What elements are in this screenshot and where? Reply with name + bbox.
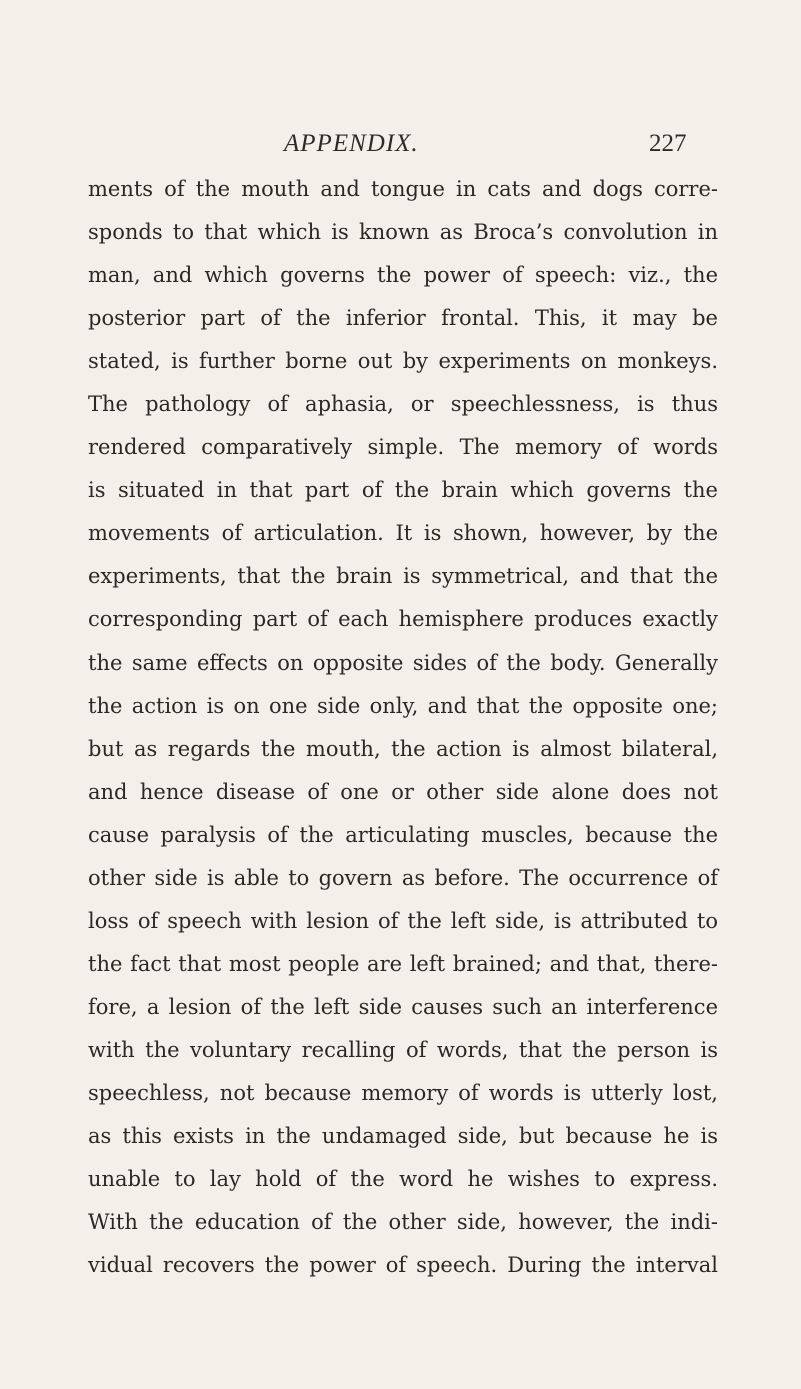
text-line: the fact that most people are left brained; and that, there- xyxy=(88,951,718,976)
text-line: posterior part of the inferior frontal. This, it may be xyxy=(88,306,718,331)
text-line: cause paralysis of the articulating muscles, because the xyxy=(88,822,718,847)
text-line: With the education of the other side, however, the indi- xyxy=(88,1210,718,1235)
text-line: the action is on one side only, and that the opposite one; xyxy=(88,693,718,718)
running-head xyxy=(0,130,801,160)
text-line: experiments, that the brain is symmetrical, and that the xyxy=(88,564,718,589)
text-line: loss of speech with lesion of the left side, is attributed to xyxy=(88,908,718,933)
text-line: stated, is further borne out by experiments on monkeys. xyxy=(88,349,718,374)
running-title: APPENDIX. xyxy=(284,130,419,157)
text-line: The pathology of aphasia, or speechlessness, is thus xyxy=(88,392,718,417)
text-line: man, and which governs the power of speech: viz., the xyxy=(88,263,718,288)
text-line: ments of the mouth and tongue in cats and dogs corre- xyxy=(88,177,718,201)
text-line: is situated in that part of the brain which governs the xyxy=(88,478,718,503)
text-line: speechless, not because memory of words is utterly lost, xyxy=(88,1080,718,1105)
text-line: but as regards the mouth, the action is almost bilateral, xyxy=(88,736,718,761)
text-line: corresponding part of each hemisphere produces exactly xyxy=(88,607,718,632)
text-line: as this exists in the undamaged side, but because he is xyxy=(88,1124,718,1149)
text-line: fore, a lesion of the left side causes such an interference xyxy=(88,994,718,1019)
page-number: 227 xyxy=(649,130,687,157)
body-text xyxy=(88,168,718,1287)
text-line: other side is able to govern as before. The occurrence of xyxy=(88,865,718,890)
text-line: vidual recovers the power of speech. During the interval xyxy=(88,1253,718,1278)
text-line: sponds to that which is known as Broca’s convolution in xyxy=(88,220,718,245)
text-line: rendered comparatively simple. The memory of words xyxy=(88,435,718,460)
text-line: movements of articulation. It is shown, however, by the xyxy=(88,521,718,546)
text-line: the same effects on opposite sides of the body. Generally xyxy=(88,650,718,675)
text-line: unable to lay hold of the word he wishes to express. xyxy=(88,1167,718,1192)
text-line: with the voluntary recalling of words, that the person is xyxy=(88,1037,718,1062)
text-line: and hence disease of one or other side alone does not xyxy=(88,779,718,804)
